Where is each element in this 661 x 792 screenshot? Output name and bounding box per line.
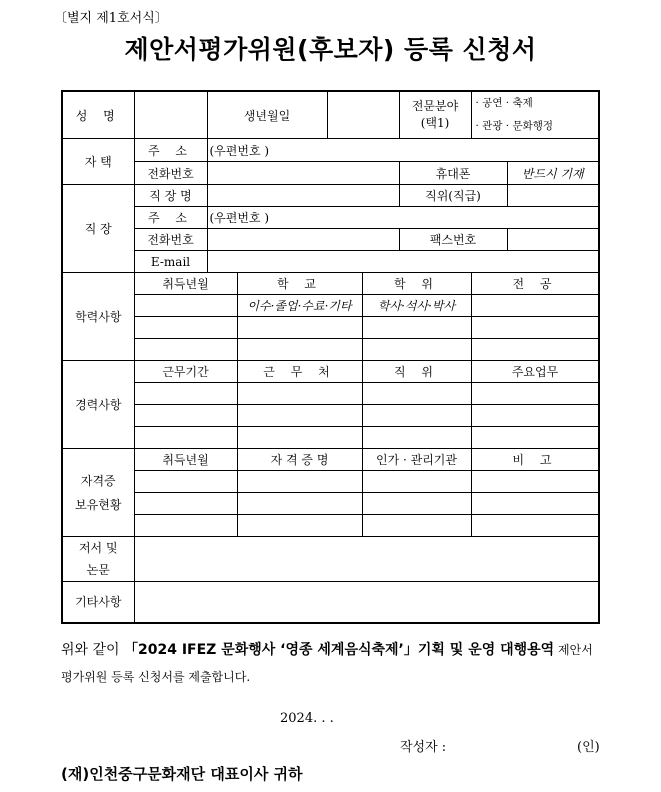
addressee: (재)인천중구문화재단 대표이사 귀하: [61, 765, 303, 783]
work-address-label: 주 소: [134, 207, 207, 229]
position-label: 직위(직급): [399, 185, 507, 207]
work-address-input[interactable]: (우편번호 ): [207, 207, 599, 229]
certs-row1-issuer[interactable]: [362, 471, 471, 493]
career-row3-period[interactable]: [134, 427, 237, 449]
career-row2-workplace[interactable]: [237, 405, 362, 427]
education-row2-school[interactable]: [237, 317, 362, 339]
certs-row3-date[interactable]: [134, 515, 237, 537]
form-number-label: 〔별지 제1호서식〕: [54, 11, 168, 26]
statement-project: 「2024 IFEZ 문화행사 ‘영종 세계음식축제’」기획 및 운영 대행용역: [124, 642, 555, 658]
career-row2-period[interactable]: [134, 405, 237, 427]
fax-input[interactable]: [507, 229, 599, 251]
certs-row3-remarks[interactable]: [471, 515, 599, 537]
education-row3-date[interactable]: [134, 339, 237, 361]
education-row1-date[interactable]: [134, 295, 237, 317]
certs-row2-date[interactable]: [134, 493, 237, 515]
education-header-date: 취득년월: [134, 273, 237, 295]
certs-row1-date[interactable]: [134, 471, 237, 493]
author-label: 작성자 :: [400, 740, 447, 755]
certs-row1-name[interactable]: [237, 471, 362, 493]
education-header-degree: 학 위: [362, 273, 471, 295]
certs-label-line2: 보유현황: [75, 497, 122, 512]
field-label-line2: (택1): [420, 116, 450, 130]
education-header-major: 전 공: [471, 273, 599, 295]
page-title: 제안서평가위원(후보자) 등록 신청서: [124, 35, 537, 64]
education-row1-major[interactable]: [471, 295, 599, 317]
certs-header-name: 자 격 증 명: [237, 449, 362, 471]
certs-header-issuer: 인가 · 관리기관: [362, 449, 471, 471]
career-row3-duties[interactable]: [471, 427, 599, 449]
certs-row2-remarks[interactable]: [471, 493, 599, 515]
field-label-line1: 전문분야: [411, 99, 459, 113]
education-row3-major[interactable]: [471, 339, 599, 361]
name-input[interactable]: [134, 91, 207, 139]
fax-label: 팩스번호: [399, 229, 507, 251]
birth-input[interactable]: [327, 91, 399, 139]
career-row3-position[interactable]: [362, 427, 471, 449]
education-row2-degree[interactable]: [362, 317, 471, 339]
home-address-label: 주 소: [134, 139, 207, 162]
certs-row3-issuer[interactable]: [362, 515, 471, 537]
field-option-performance-festival[interactable]: · 공연 · 축제: [475, 97, 533, 109]
career-section-label: 경력사항: [62, 361, 134, 449]
statement: [61, 637, 607, 691]
field-label: [399, 91, 471, 139]
career-header-duties: 주요업무: [471, 361, 599, 383]
career-row2-position[interactable]: [362, 405, 471, 427]
home-phone-label: 전화번호: [134, 162, 207, 185]
education-row1-school[interactable]: 이수·졸업·수료·기타: [237, 295, 362, 317]
certs-row2-name[interactable]: [237, 493, 362, 515]
career-row2-duties[interactable]: [471, 405, 599, 427]
date-field[interactable]: 2024. . .: [280, 711, 334, 726]
certs-row3-name[interactable]: [237, 515, 362, 537]
statement-suffix: 제안서 평가위원 등록 신청서를 제출합니다.: [61, 643, 593, 684]
mobile-label: 휴대폰: [399, 162, 507, 185]
career-row1-duties[interactable]: [471, 383, 599, 405]
certs-section-label: [62, 449, 134, 537]
birth-label: 생년월일: [207, 91, 327, 139]
certs-row1-remarks[interactable]: [471, 471, 599, 493]
education-row3-school[interactable]: [237, 339, 362, 361]
work-phone-input[interactable]: [207, 229, 399, 251]
career-row1-position[interactable]: [362, 383, 471, 405]
field-options[interactable]: [471, 91, 599, 139]
education-row3-degree[interactable]: [362, 339, 471, 361]
work-phone-label: 전화번호: [134, 229, 207, 251]
company-label: 직 장 명: [134, 185, 207, 207]
education-row2-major[interactable]: [471, 317, 599, 339]
application-form-table: [61, 90, 600, 624]
certs-header-remarks: 비 고: [471, 449, 599, 471]
publications-label: [62, 537, 134, 582]
home-section-label: 자 택: [62, 139, 134, 185]
career-row3-workplace[interactable]: [237, 427, 362, 449]
publications-input[interactable]: [134, 537, 599, 582]
statement-prefix: 위와 같이: [61, 642, 124, 658]
misc-label: 기타사항: [62, 582, 134, 623]
email-input[interactable]: [207, 251, 599, 273]
field-option-tourism-culture-admin[interactable]: · 관광 · 문화행정: [475, 120, 554, 132]
misc-input[interactable]: [134, 582, 599, 623]
education-header-school: 학 교: [237, 273, 362, 295]
certs-header-date: 취득년월: [134, 449, 237, 471]
name-label: 성 명: [62, 91, 134, 139]
certs-label-line1: 자격증: [80, 473, 116, 488]
company-input[interactable]: [207, 185, 399, 207]
seal-label: (인): [577, 740, 600, 755]
career-header-workplace: 근 무 처: [237, 361, 362, 383]
home-phone-input[interactable]: [207, 162, 399, 185]
career-row1-period[interactable]: [134, 383, 237, 405]
education-row1-degree[interactable]: 학사·석사·박사: [362, 295, 471, 317]
career-row1-workplace[interactable]: [237, 383, 362, 405]
home-address-input[interactable]: (우편번호 ): [207, 139, 599, 162]
position-input[interactable]: [507, 185, 599, 207]
education-section-label: 학력사항: [62, 273, 134, 361]
email-label: E-mail: [134, 251, 207, 273]
education-row2-date[interactable]: [134, 317, 237, 339]
publications-label-line2: 논문: [86, 563, 110, 577]
mobile-input[interactable]: 반드시 기재: [507, 162, 599, 185]
certs-row2-issuer[interactable]: [362, 493, 471, 515]
work-section-label: 직 장: [62, 185, 134, 273]
publications-label-line1: 저서 및: [78, 541, 118, 555]
career-header-position: 직 위: [362, 361, 471, 383]
career-header-period: 근무기간: [134, 361, 237, 383]
